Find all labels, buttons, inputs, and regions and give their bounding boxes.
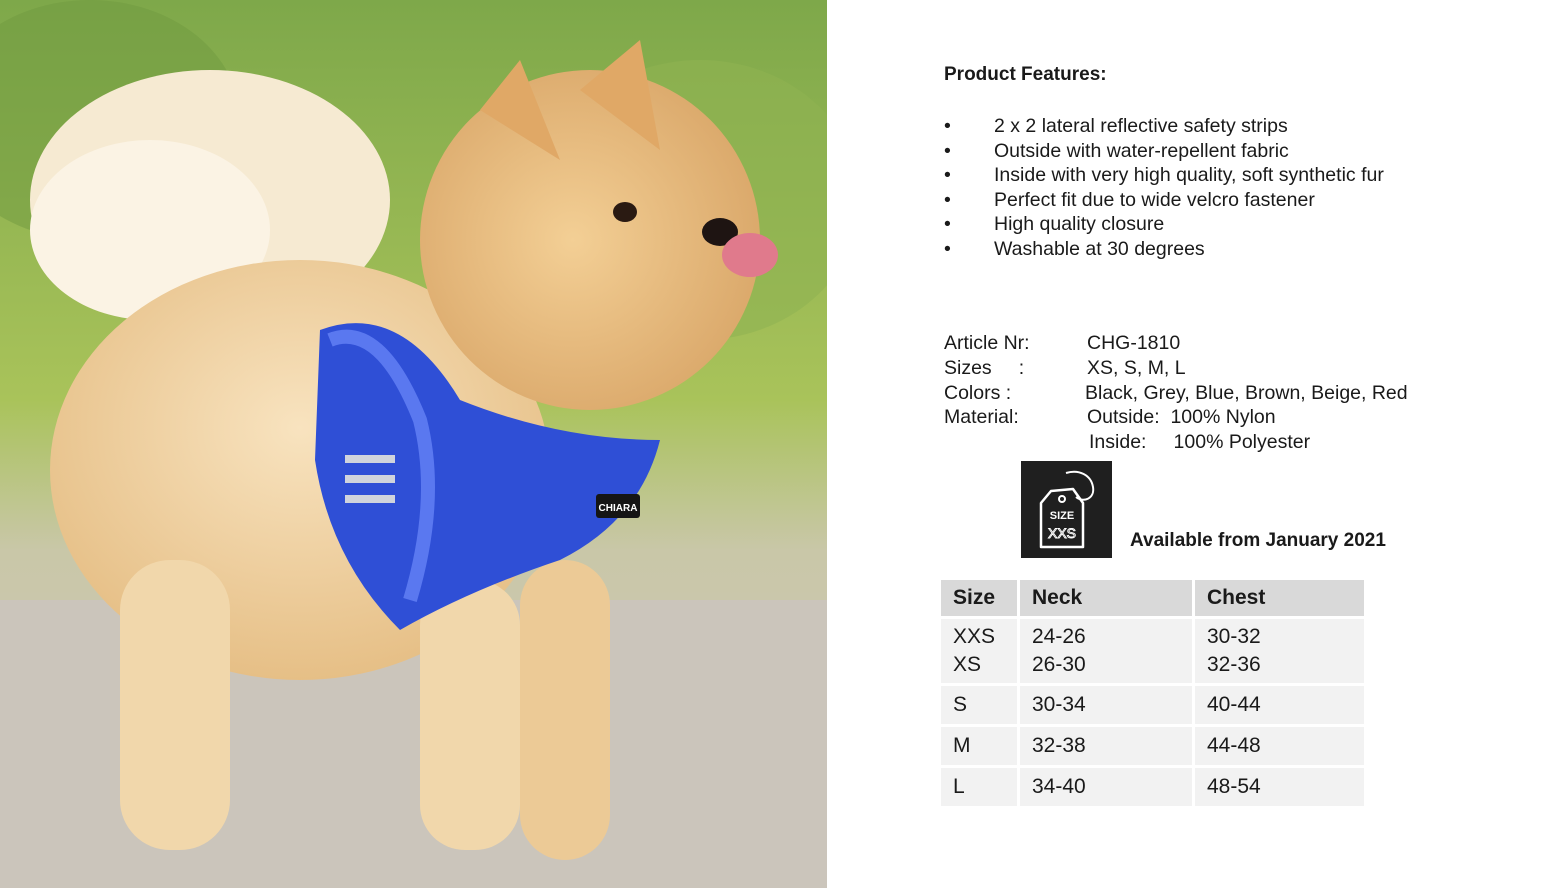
feature-text: Washable at 30 degrees [994, 237, 1205, 260]
size-tag-icon [1021, 461, 1112, 558]
neck-cell: 30-34 [1020, 686, 1192, 724]
column-header: Neck [1020, 580, 1192, 616]
cell-text: 24-26 [1032, 625, 1086, 648]
table-row [941, 727, 1364, 765]
feature-item [944, 188, 1384, 213]
feature-item [944, 139, 1384, 164]
feature-text: High quality closure [994, 213, 1165, 236]
spec-value: Inside: 100% Polyester [1089, 431, 1311, 454]
spec-value: Black, Grey, Blue, Brown, Beige, Red [1085, 381, 1408, 404]
tag-size-word: SIZE [1049, 510, 1075, 522]
cell-text: 30-32 [1207, 625, 1261, 648]
neck-cell: 32-38 [1020, 727, 1192, 765]
size-cell: L [941, 768, 1017, 806]
bullet-icon: • [944, 188, 951, 211]
neck-cell [1020, 619, 1192, 683]
bullet-icon: • [944, 213, 951, 236]
chest-cell: 44-48 [1195, 727, 1364, 765]
table-row [941, 768, 1364, 806]
cell-text: XXS [953, 625, 996, 648]
column-header: Chest [1195, 580, 1364, 616]
bullet-icon: • [944, 139, 951, 162]
size-table [938, 577, 1367, 809]
chest-cell: 48-54 [1195, 768, 1364, 806]
spec-label: Material: [944, 406, 1019, 429]
cell-text: 32-36 [1207, 653, 1261, 676]
availability-note: Available from January 2021 [1130, 530, 1386, 551]
feature-text: 2 x 2 lateral reflective safety strips [994, 115, 1288, 137]
features-heading: Product Features: [944, 64, 1107, 85]
chest-cell: 40-44 [1195, 686, 1364, 724]
tag-size-value: XXS [1047, 525, 1077, 541]
price-tag-icon [1021, 461, 1112, 558]
cell-text: XS [953, 653, 982, 676]
feature-text: Inside with very high quality, soft synthetic fur [994, 164, 1384, 187]
feature-item [944, 114, 1384, 139]
size-cell: M [941, 727, 1017, 765]
bullet-icon: • [944, 237, 951, 260]
feature-item [944, 237, 1384, 262]
feature-item [944, 163, 1384, 188]
size-cell [941, 619, 1017, 683]
harness-brand-text: CHIARA [598, 503, 638, 514]
bullet-icon: • [944, 115, 951, 137]
neck-cell: 34-40 [1020, 768, 1192, 806]
spec-value: Outside: 100% Nylon [1087, 406, 1276, 429]
feature-item [944, 212, 1384, 237]
table-row [941, 619, 1364, 683]
cell-text: 26-30 [1032, 653, 1086, 676]
table-header-row [941, 580, 1364, 616]
spec-label: Colors : [944, 381, 1012, 404]
features-list [944, 114, 1384, 262]
table-row [941, 686, 1364, 724]
feature-text: Outside with water-repellent fabric [994, 139, 1289, 162]
feature-text: Perfect fit due to wide velcro fastener [994, 188, 1315, 211]
spec-label: Sizes : [944, 356, 1025, 379]
spec-value: CHG-1810 [1087, 332, 1181, 354]
bullet-icon: • [944, 164, 951, 187]
column-header: Size [941, 580, 1017, 616]
chest-cell [1195, 619, 1364, 683]
spec-value: XS, S, M, L [1087, 356, 1186, 379]
size-cell: S [941, 686, 1017, 724]
spec-label: Article Nr: [944, 332, 1030, 354]
